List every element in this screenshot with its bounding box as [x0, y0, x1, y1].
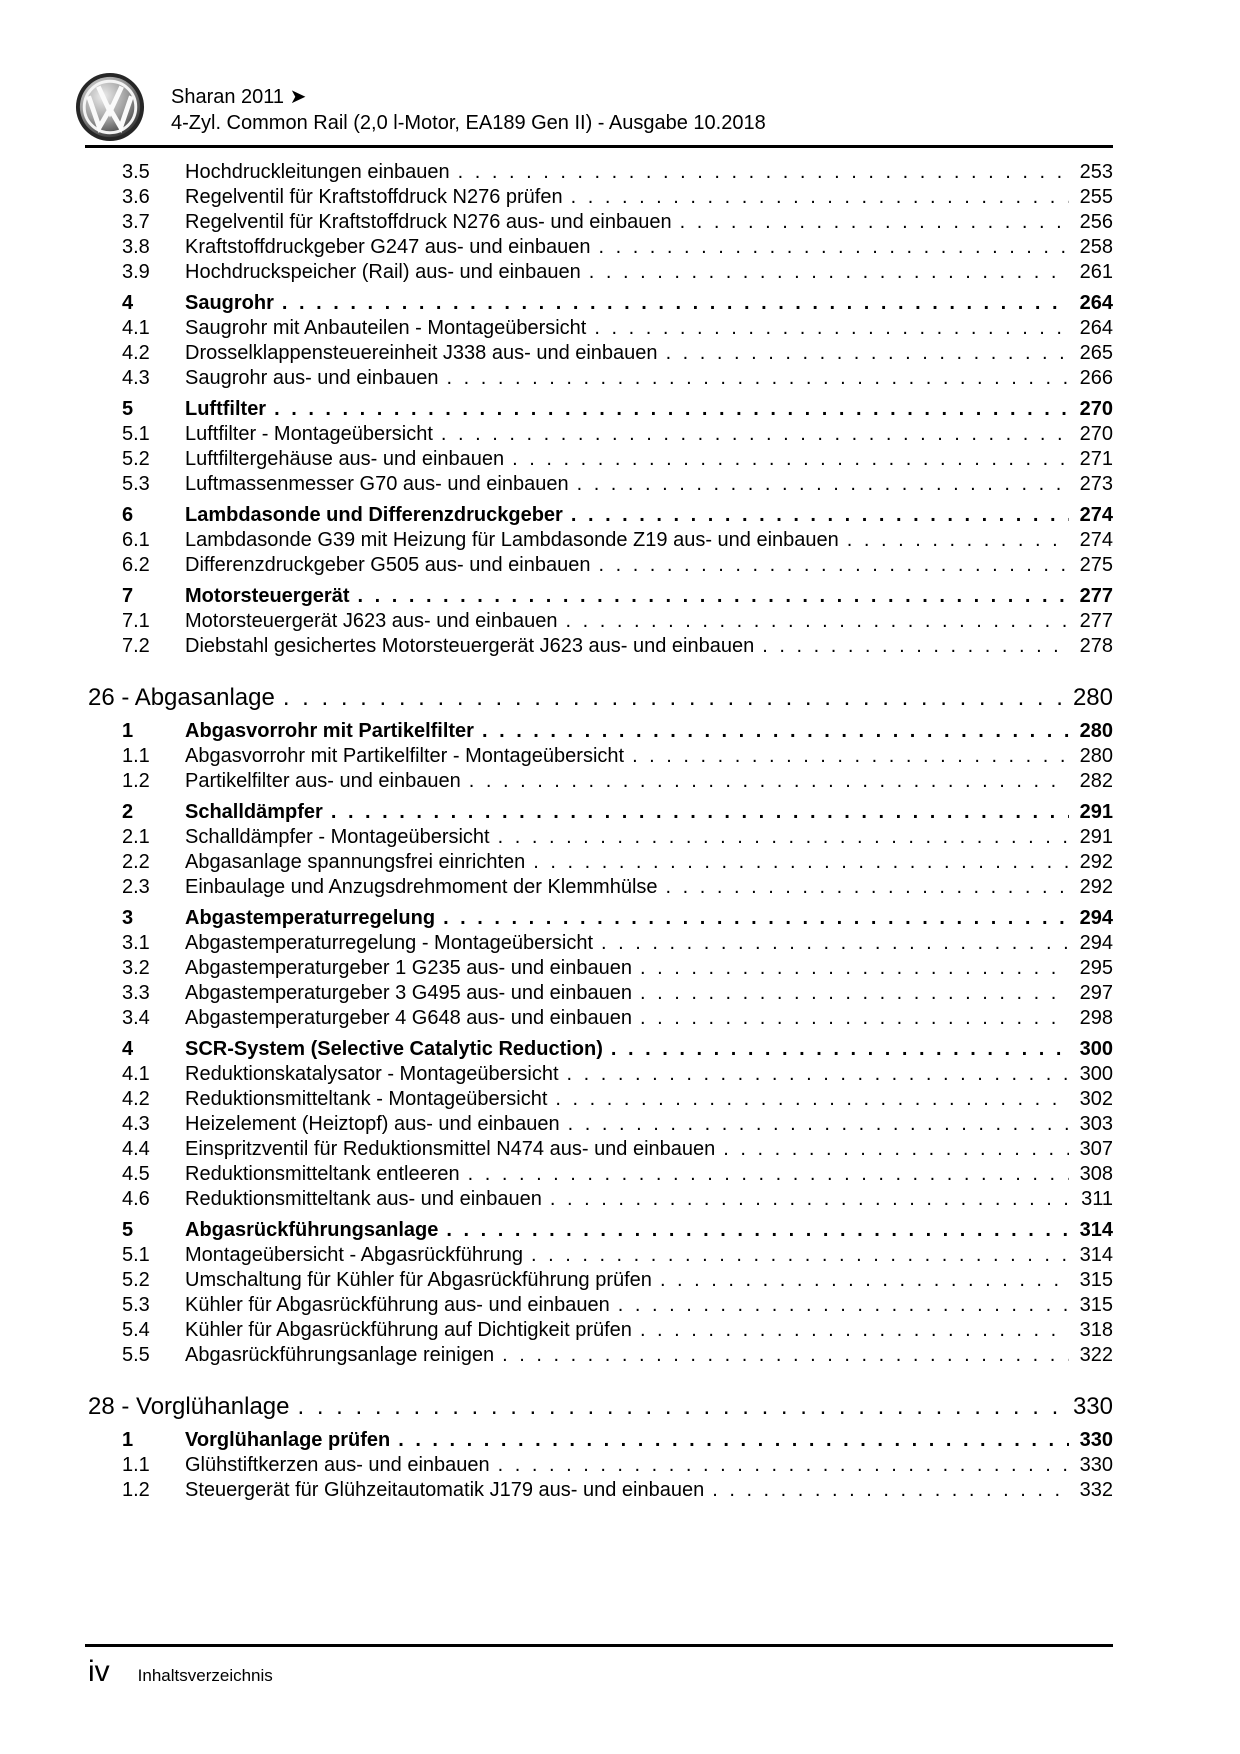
toc-entry-page: 255	[1079, 186, 1113, 208]
toc-entry-title: Abgasvorrohr mit Partikelfilter	[185, 720, 474, 742]
toc-entry-title: Montageübersicht - Abgasrückführung	[185, 1244, 523, 1266]
dot-leader	[590, 235, 1069, 260]
toc-entry-number: 3	[122, 907, 134, 929]
dot-leader	[563, 503, 1069, 528]
toc-row	[88, 210, 1113, 235]
toc-row	[88, 1112, 1113, 1137]
toc-entry-title: Saugrohr aus- und einbauen	[185, 367, 439, 389]
toc-row	[88, 719, 1113, 744]
toc-row	[88, 634, 1113, 659]
toc-entry-page: 277	[1079, 585, 1113, 607]
toc-entry-title: Lambdasonde G39 mit Heizung für Lambdasonde Z19 aus- und einbauen	[185, 529, 839, 551]
toc-entry-title: Hochdruckspeicher (Rail) aus- und einbauen	[185, 261, 581, 283]
toc-row	[88, 1428, 1113, 1453]
footer-page-number: iv	[88, 1655, 110, 1688]
toc-entry-number: 3.8	[122, 236, 150, 258]
toc-row	[88, 366, 1113, 391]
toc-entry-title: Reduktionskatalysator - Montageübersicht	[185, 1063, 559, 1085]
toc-entry-title: Hochdruckleitungen einbauen	[185, 161, 450, 183]
toc-entry-number: 5.3	[122, 473, 150, 495]
toc-entry-page: 308	[1079, 1163, 1113, 1185]
toc-entry-page: 280	[1079, 720, 1113, 742]
toc-entry-number: 3.3	[122, 982, 150, 1004]
toc-row	[88, 160, 1113, 185]
dot-leader	[490, 1453, 1069, 1478]
dot-leader	[610, 1293, 1069, 1318]
toc-entry-number: 2.2	[122, 851, 150, 873]
toc-entry-number: 4	[122, 1038, 134, 1060]
toc-row	[88, 185, 1113, 210]
toc-entry-page: 292	[1079, 876, 1113, 898]
toc-row	[88, 584, 1113, 609]
toc-entry-number: 6.2	[122, 554, 150, 576]
toc-row	[88, 1293, 1113, 1318]
toc-entry-page: 273	[1079, 473, 1113, 495]
dot-leader	[266, 397, 1069, 422]
toc-row	[88, 1268, 1113, 1293]
dot-leader	[632, 1318, 1069, 1343]
dot-leader	[590, 553, 1069, 578]
toc-entry-number: 3.4	[122, 1007, 150, 1029]
toc-entry-title: Luftfilter	[185, 398, 267, 420]
toc-entry-number: 5.4	[122, 1319, 150, 1341]
toc-entry-number: 1.1	[122, 1454, 150, 1476]
toc-entry-title: Umschaltung für Kühler für Abgasrückführung prüfen	[185, 1269, 652, 1291]
toc-entry-number: 7	[122, 585, 134, 607]
toc-entry-number: 4.2	[122, 1088, 150, 1110]
dot-leader	[504, 447, 1069, 472]
dot-leader	[658, 875, 1069, 900]
footer-section-label: Inhaltsverzeichnis	[137, 1666, 273, 1685]
toc-entry-title: Kühler für Abgasrückführung aus- und einbauen	[185, 1294, 610, 1316]
dot-leader	[632, 956, 1069, 981]
toc-row	[88, 528, 1113, 553]
toc-row	[88, 1218, 1113, 1243]
toc-entry-page: 330	[1079, 1454, 1113, 1476]
toc-entry-page: 295	[1079, 957, 1113, 979]
toc-entry-page: 322	[1079, 1344, 1113, 1366]
toc-row	[88, 447, 1113, 472]
dot-leader	[461, 769, 1069, 794]
toc-row	[88, 1137, 1113, 1162]
toc-entry-title: Saugrohr mit Anbauteilen - Montageübersicht	[185, 317, 587, 339]
dot-leader	[560, 1112, 1069, 1137]
toc-entry-page: 294	[1079, 907, 1113, 929]
header-subtitle-line: 4-Zyl. Common Rail (2,0 l-Motor, EA189 Gen II) - Ausgabe 10.2018	[171, 112, 766, 134]
toc-entry-number: 4	[122, 292, 134, 314]
toc-entry-title: Abgasanlage spannungsfrei einrichten	[185, 851, 526, 873]
vw-logo-icon	[75, 72, 145, 142]
toc-entry-title: Motorsteuergerät	[185, 585, 350, 607]
toc-entry-page: 307	[1079, 1138, 1113, 1160]
dot-leader	[581, 260, 1069, 285]
toc-entry-page: 275	[1079, 554, 1113, 576]
toc-entry-title: Regelventil für Kraftstoffdruck N276 aus- und einbauen	[185, 211, 672, 233]
footer-divider	[85, 1644, 1113, 1647]
dot-leader	[390, 1428, 1069, 1453]
dot-leader	[586, 316, 1069, 341]
toc-entry-page: 330	[1072, 1393, 1113, 1420]
toc-row	[88, 1318, 1113, 1343]
dot-leader	[704, 1478, 1069, 1503]
toc-entry-title: Einbaulage und Anzugsdrehmoment der Klemmhülse	[185, 876, 658, 898]
toc-entry-number: 2.3	[122, 876, 150, 898]
toc-entry-page: 270	[1079, 423, 1113, 445]
dot-leader	[603, 1037, 1069, 1062]
toc-entry-page: 314	[1079, 1244, 1113, 1266]
toc-entry-page: 291	[1079, 801, 1113, 823]
dot-leader	[275, 683, 1069, 713]
toc-entry-number: 4.1	[122, 1063, 150, 1085]
toc-row	[88, 800, 1113, 825]
toc-entry-page: 253	[1079, 161, 1113, 183]
table-of-contents	[88, 160, 1113, 1503]
toc-entry-title: Kraftstoffdruckgeber G247 aus- und einbauen	[185, 236, 591, 258]
toc-entry-page: 274	[1079, 529, 1113, 551]
toc-row	[88, 609, 1113, 634]
dot-leader	[290, 1392, 1070, 1422]
toc-entry-title: 26 - Abgasanlage	[88, 684, 275, 711]
toc-entry-title: Luftfiltergehäuse aus- und einbauen	[185, 448, 505, 470]
toc-entry-page: 291	[1079, 826, 1113, 848]
toc-entry-title: Luftmassenmesser G70 aus- und einbauen	[185, 473, 569, 495]
toc-entry-title: Abgasvorrohr mit Partikelfilter - Montageübersicht	[185, 745, 625, 767]
dot-leader	[274, 291, 1069, 316]
dot-leader	[438, 1218, 1069, 1243]
toc-entry-page: 280	[1072, 684, 1113, 711]
toc-entry-number: 3.5	[122, 161, 150, 183]
toc-row	[88, 825, 1113, 850]
toc-entry-number: 1.2	[122, 1479, 150, 1501]
toc-entry-title: Glühstiftkerzen aus- und einbauen	[185, 1454, 490, 1476]
toc-entry-title: Differenzdruckgeber G505 aus- und einbauen	[185, 554, 591, 576]
toc-row	[88, 769, 1113, 794]
toc-entry-title: Heizelement (Heiztopf) aus- und einbauen	[185, 1113, 560, 1135]
toc-row	[88, 956, 1113, 981]
toc-row	[88, 291, 1113, 316]
toc-entry-page: 294	[1079, 932, 1113, 954]
toc-row	[88, 1453, 1113, 1478]
page-header	[75, 72, 1113, 142]
toc-row	[88, 1478, 1113, 1503]
toc-entry-title: Reduktionsmitteltank - Montageübersicht	[185, 1088, 548, 1110]
toc-row	[88, 503, 1113, 528]
toc-entry-page: 258	[1079, 236, 1113, 258]
toc-entry-title: 28 - Vorglühanlage	[88, 1393, 290, 1420]
toc-row	[88, 1062, 1113, 1087]
toc-entry-page: 278	[1079, 635, 1113, 657]
toc-row	[88, 1037, 1113, 1062]
toc-row	[88, 235, 1113, 260]
toc-row	[88, 422, 1113, 447]
dot-leader	[715, 1137, 1069, 1162]
toc-row	[88, 683, 1113, 713]
toc-entry-title: Drosselklappensteuereinheit J338 aus- und einbauen	[185, 342, 658, 364]
dot-leader	[349, 584, 1069, 609]
dot-leader	[658, 341, 1069, 366]
dot-leader	[450, 160, 1069, 185]
toc-entry-page: 332	[1079, 1479, 1113, 1501]
toc-entry-title: Steuergerät für Glühzeitautomatik J179 aus- und einbauen	[185, 1479, 705, 1501]
toc-entry-number: 4.1	[122, 317, 150, 339]
toc-entry-page: 265	[1079, 342, 1113, 364]
toc-entry-title: Abgasrückführungsanlage	[185, 1219, 439, 1241]
toc-entry-title: Abgastemperaturgeber 4 G648 aus- und einbauen	[185, 1007, 632, 1029]
toc-entry-number: 4.3	[122, 367, 150, 389]
toc-row	[88, 850, 1113, 875]
toc-entry-page: 264	[1079, 317, 1113, 339]
toc-entry-page: 280	[1079, 745, 1113, 767]
toc-entry-page: 270	[1079, 398, 1113, 420]
toc-entry-page: 318	[1079, 1319, 1113, 1341]
toc-entry-page: 302	[1079, 1088, 1113, 1110]
toc-entry-number: 1	[122, 720, 134, 742]
dot-leader	[559, 1062, 1069, 1087]
header-divider	[85, 145, 1113, 148]
toc-entry-title: Kühler für Abgasrückführung auf Dichtigkeit prüfen	[185, 1319, 632, 1341]
toc-entry-number: 5	[122, 1219, 134, 1241]
toc-entry-number: 4.2	[122, 342, 150, 364]
toc-row	[88, 1343, 1113, 1368]
toc-entry-title: Reduktionsmitteltank entleeren	[185, 1163, 460, 1185]
toc-entry-title: Luftfilter - Montageübersicht	[185, 423, 433, 445]
toc-entry-page: 303	[1079, 1113, 1113, 1135]
toc-entry-title: Vorglühanlage prüfen	[185, 1429, 391, 1451]
toc-entry-number: 1.1	[122, 745, 150, 767]
toc-entry-number: 4.6	[122, 1188, 150, 1210]
toc-entry-title: SCR-System (Selective Catalytic Reduction)	[185, 1038, 603, 1060]
toc-entry-page: 314	[1079, 1219, 1113, 1241]
toc-entry-number: 5.1	[122, 423, 150, 445]
toc-entry-page: 311	[1081, 1188, 1113, 1210]
toc-entry-title: Abgastemperaturregelung - Montageübersicht	[185, 932, 594, 954]
toc-entry-page: 330	[1079, 1429, 1113, 1451]
toc-entry-page: 264	[1079, 292, 1113, 314]
toc-row	[88, 1006, 1113, 1031]
dot-leader	[624, 744, 1069, 769]
toc-entry-title: Regelventil für Kraftstoffdruck N276 prüfen	[185, 186, 563, 208]
toc-entry-title: Abgasrückführungsanlage reinigen	[185, 1344, 495, 1366]
header-model-line: Sharan 2011 ➤	[171, 86, 307, 108]
toc-entry-number: 7.2	[122, 635, 150, 657]
toc-entry-number: 5	[122, 398, 134, 420]
dot-leader	[632, 1006, 1069, 1031]
toc-entry-number: 3.2	[122, 957, 150, 979]
dot-leader	[433, 422, 1069, 447]
toc-entry-title: Lambdasonde und Differenzdruckgeber	[185, 504, 563, 526]
page-footer	[88, 1655, 1113, 1689]
toc-entry-number: 4.4	[122, 1138, 150, 1160]
toc-entry-number: 5.2	[122, 448, 150, 470]
toc-entry-page: 261	[1079, 261, 1113, 283]
toc-row	[88, 341, 1113, 366]
toc-entry-title: Diebstahl gesichertes Motorsteuergerät J623 aus- und einbauen	[185, 635, 755, 657]
toc-entry-title: Schalldämpfer - Montageübersicht	[185, 826, 490, 848]
toc-entry-title: Schalldämpfer	[185, 801, 323, 823]
toc-entry-page: 271	[1079, 448, 1113, 470]
toc-entry-number: 3.7	[122, 211, 150, 233]
toc-entry-number: 7.1	[122, 610, 150, 632]
toc-row	[88, 981, 1113, 1006]
toc-row	[88, 906, 1113, 931]
toc-row	[88, 316, 1113, 341]
toc-entry-title: Reduktionsmitteltank aus- und einbauen	[185, 1188, 542, 1210]
dot-leader	[557, 609, 1069, 634]
toc-entry-page: 300	[1079, 1038, 1113, 1060]
toc-entry-title: Abgastemperaturregelung	[185, 907, 436, 929]
toc-entry-page: 315	[1079, 1294, 1113, 1316]
toc-row	[88, 931, 1113, 956]
toc-entry-page: 266	[1079, 367, 1113, 389]
toc-entry-title: Partikelfilter aus- und einbauen	[185, 770, 461, 792]
toc-entry-number: 3.1	[122, 932, 150, 954]
dot-leader	[323, 800, 1069, 825]
toc-entry-title: Abgastemperaturgeber 1 G235 aus- und einbauen	[185, 957, 632, 979]
toc-entry-page: 274	[1079, 504, 1113, 526]
toc-entry-title: Einspritzventil für Reduktionsmittel N474 aus- und einbauen	[185, 1138, 716, 1160]
dot-leader	[460, 1162, 1069, 1187]
toc-entry-page: 300	[1079, 1063, 1113, 1085]
toc-entry-page: 282	[1079, 770, 1113, 792]
toc-entry-title: Saugrohr	[185, 292, 274, 314]
toc-row	[88, 1162, 1113, 1187]
dot-leader	[839, 528, 1069, 553]
toc-row	[88, 875, 1113, 900]
dot-leader	[754, 634, 1069, 659]
toc-entry-number: 1.2	[122, 770, 150, 792]
toc-entry-number: 5.2	[122, 1269, 150, 1291]
toc-entry-number: 1	[122, 1429, 134, 1451]
dot-leader	[542, 1187, 1069, 1212]
toc-row	[88, 472, 1113, 497]
toc-entry-number: 4.5	[122, 1163, 150, 1185]
toc-entry-page: 256	[1079, 211, 1113, 233]
toc-entry-number: 4.3	[122, 1113, 150, 1135]
dot-leader	[569, 472, 1069, 497]
toc-row	[88, 553, 1113, 578]
toc-entry-number: 2	[122, 801, 134, 823]
dot-leader	[474, 719, 1069, 744]
dot-leader	[672, 210, 1069, 235]
toc-row	[88, 397, 1113, 422]
dot-leader	[494, 1343, 1069, 1368]
toc-row	[88, 260, 1113, 285]
toc-entry-number: 6.1	[122, 529, 150, 551]
dot-leader	[547, 1087, 1069, 1112]
dot-leader	[632, 981, 1069, 1006]
toc-entry-title: Motorsteuergerät J623 aus- und einbauen	[185, 610, 558, 632]
toc-entry-page: 298	[1079, 1007, 1113, 1029]
dot-leader	[490, 825, 1069, 850]
toc-entry-number: 5.1	[122, 1244, 150, 1266]
toc-entry-number: 2.1	[122, 826, 150, 848]
toc-entry-number: 3.6	[122, 186, 150, 208]
dot-leader	[439, 366, 1069, 391]
toc-entry-number: 6	[122, 504, 134, 526]
toc-row	[88, 1392, 1113, 1422]
dot-leader	[652, 1268, 1069, 1293]
toc-entry-page: 277	[1079, 610, 1113, 632]
toc-row	[88, 1187, 1113, 1212]
toc-entry-page: 297	[1079, 982, 1113, 1004]
dot-leader	[435, 906, 1069, 931]
dot-leader	[523, 1243, 1069, 1268]
toc-entry-number: 5.3	[122, 1294, 150, 1316]
dot-leader	[593, 931, 1069, 956]
toc-row	[88, 1087, 1113, 1112]
toc-entry-number: 3.9	[122, 261, 150, 283]
toc-entry-page: 315	[1079, 1269, 1113, 1291]
toc-row	[88, 744, 1113, 769]
toc-row	[88, 1243, 1113, 1268]
toc-entry-number: 5.5	[122, 1344, 150, 1366]
toc-entry-title: Abgastemperaturgeber 3 G495 aus- und einbauen	[185, 982, 632, 1004]
dot-leader	[563, 185, 1069, 210]
toc-entry-page: 292	[1079, 851, 1113, 873]
dot-leader	[525, 850, 1069, 875]
